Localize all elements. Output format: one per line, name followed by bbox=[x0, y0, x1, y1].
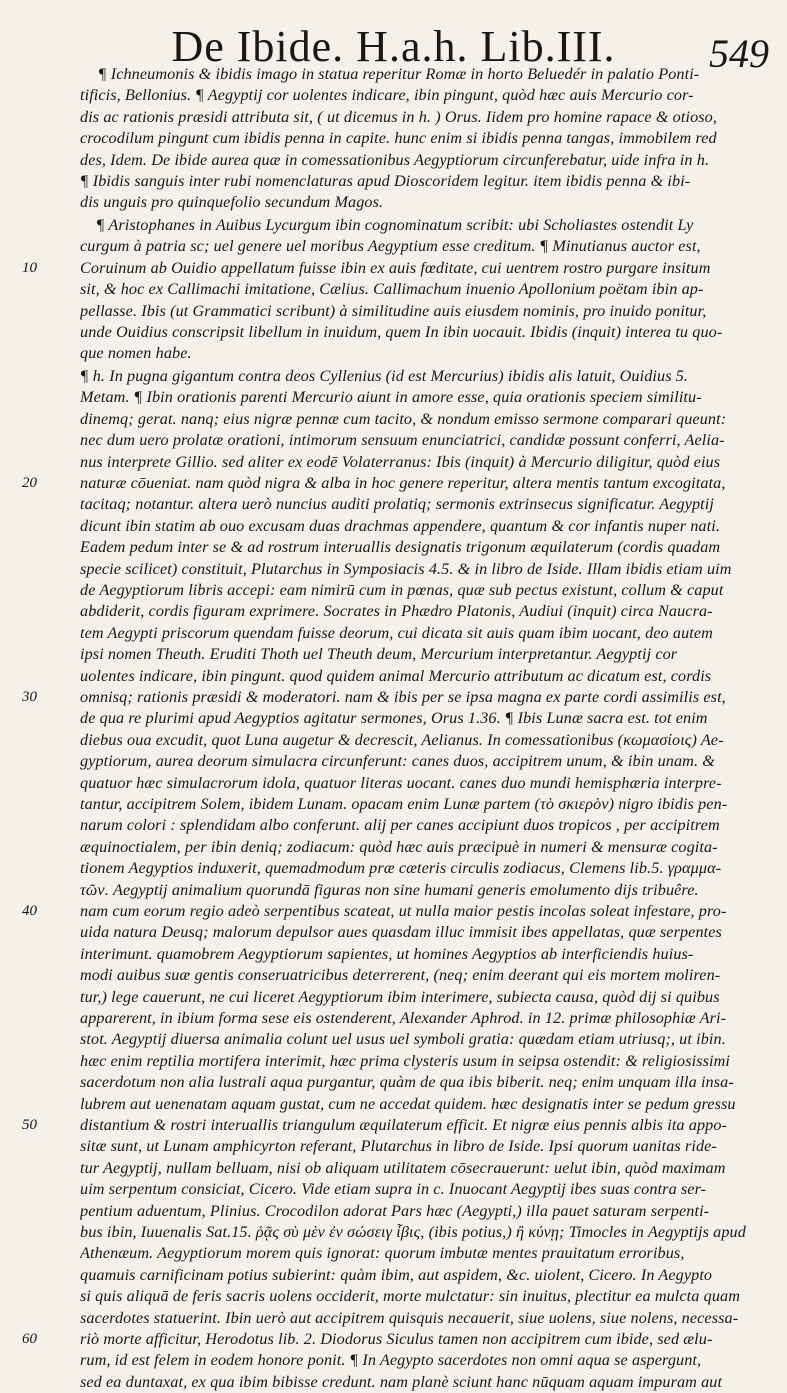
text-line: uida natura Deusq; malorum depulsor aues quasdam illuc immisit ibes appellatas, quæ serpentes bbox=[80, 923, 722, 942]
text-line: que nomen habe. bbox=[80, 344, 192, 363]
text-line: quatuor hæc simulacrorum idola, quatuor literas uocant. canes duo mundi hemisphæria interpre- bbox=[80, 773, 722, 792]
text-line: sit, & hoc ex Callimachi imitatione, Cælius. Callimachum inuenio Apollonium poëtam ibin ap- bbox=[80, 280, 704, 299]
text-line: sacerdotum non alia lustrali aqua purgantur, quàm de qua ibis biberit. neq; enim unquam illa insa- bbox=[80, 1073, 734, 1092]
text-line: tantur, accipitrem Solem, ibidem Lunam. opacam enim Lunæ partem (τὸ σκιερὸν) nigro ibidis pen- bbox=[80, 795, 728, 813]
text-line: tur Aegyptij, nullam belluam, nisi ob aliquam utilitatem cōsecrauerunt: uelut ibin, quòd maximam bbox=[80, 1158, 726, 1177]
text-line: interimunt. quamobrem Aegyptiorum sapientes, ut homines Aegyptios ab interficiendis huius- bbox=[80, 944, 694, 963]
text-line: Athenæum. Aegyptiorum morem quis ignorat: quorum imbutæ mentes prauitatum erroribus, bbox=[80, 1244, 685, 1263]
page-number: 549 bbox=[709, 31, 769, 76]
page-title: De Ibide. H.a.h. Lib.III. bbox=[171, 22, 616, 71]
text-line: narum colori : splendidam albo conferunt. alij per canes accipiunt duos tropicos , per accipitrem bbox=[80, 816, 720, 835]
text-line: apparerent, in ibium forma sese eis ostenderent, Alexander Aphrod. in 12. primæ philosophiæ Ari- bbox=[80, 1009, 727, 1027]
text-line: Metam. ¶ Ibin orationis parenti Mercurio aiunt in amore esse, quia orationis speciem similitu- bbox=[80, 388, 702, 407]
text-line: tur,) lege cauerunt, ne cui liceret Aegyptiorum ibim interimere, subiecta causa, quòd dij si quibus bbox=[80, 987, 720, 1006]
text-line: ¶ Ibidis sanguis inter rubi nomenclaturas apud Dioscoridem legitur. item ibidis penna & ibi- bbox=[80, 172, 691, 190]
text-line: ¶ h. In pugna gigantum contra deos Cyllenius (id est Mercurius) ibidis alis latuit, Ouidius 5. bbox=[80, 367, 689, 385]
text-line: riò morte afficitur, Herodotus lib. 2. Diodorus Siculus tamen non accipitrem cum ibide, sed ælu- bbox=[80, 1330, 713, 1348]
text-line: dis ac rationis præsidi attributa sit, ( ut dicemus in h. ) Orus. Iidem pro homine rapace & otioso, bbox=[80, 107, 718, 126]
text-line: stot. Aegyptij diuersa animalia colunt uel usus uel symboli gratia: quædam etiam utriusq;, ut ibin. bbox=[80, 1030, 726, 1049]
text-line: tacitaq; notantur. altera uerò nuncius auditi prolatiq; sermonis extrinsecus significatur. Aegyptij bbox=[80, 495, 714, 514]
text-line: ipsi nomen Theuth. Eruditi Thoth uel Theuth deum, Mercurium interpretantur. Aegyptij cor bbox=[80, 645, 678, 664]
text-line: curgum à patria sc; uel genere uel moribus Aegyptium esse creditum. ¶ Minutianus auctor est, bbox=[80, 237, 701, 256]
margin-line-number: 50 bbox=[22, 1117, 37, 1133]
margin-line-number: 60 bbox=[22, 1331, 37, 1347]
text-line: bus ibin, Iuuenalis Sat.15. ῥᾷς σὺ μὲν ἐν σώσειγ ἶβις, (ibis potius,) ἢ κύνῃ; Timocles in Aegyptijs apud bbox=[80, 1223, 746, 1241]
text-line: gyptiorum, aurea deorum simulacra circunferunt: canes duos, accipitrem unum, & ibin unam. & bbox=[80, 752, 715, 771]
text-line: dis unguis pro quinquefolio secundum Magos. bbox=[80, 193, 384, 212]
text-line: de Aegyptiorum libris accepi: eam nimirū cum in pœnas, quæ sub pectus existunt, collum & caput bbox=[80, 581, 724, 599]
text-line: rum, id est felem in eodem honore ponit. ¶ In Aegypto sacerdotes non omni aqua se aspergunt, bbox=[80, 1351, 702, 1370]
text-line: de qua re plurimi apud Aegyptios agitatur sermones, Orus 1.36. ¶ Ibis Lunæ sacra est. tot enim bbox=[80, 709, 708, 728]
text-line: pentium aduentum, Plinius. Crocodilon adorat Pars hæc (Aegypti,) illa pauet saturam serpenti- bbox=[80, 1201, 710, 1220]
text-line: tem Aegypti priscorum quendam fuisse deorum, cui dicata sit auis quam ibim uocant, deo autem bbox=[80, 623, 713, 642]
text-line: des, Idem. De ibide aurea quæ in comessationibus Aegyptiorum circunferebatur, uide infra in h. bbox=[80, 150, 710, 169]
text-line: lubrem aut uenenatam aquam gustat, cum ne accedat quidem. hæc designatis inter se pedum gressu bbox=[80, 1094, 736, 1113]
text-line: hæc enim reptilia mortifera interimit, hæc prima clysteris usum in seipsa ostendit: & religiosissimi bbox=[80, 1051, 730, 1070]
text-line: τῶν. Aegyptij animalium quorundā figuras non sine humani generis emolumento dijs tribuêre. bbox=[80, 880, 699, 899]
text-line: quamuis carnificinam potius subierint: quàm ibim, aut aspidem, &c. uiolent, Cicero. In Aegypto bbox=[80, 1265, 713, 1284]
text-line: sed ea duntaxat, ex qua ibim bibisse credunt. nam planè sciunt hanc nūquam aquam impuram aut bbox=[80, 1372, 723, 1391]
margin-line-number: 10 bbox=[22, 259, 37, 276]
text-line: Coruinum ab Ouidio appellatum fuisse ibin ex auis fœditate, cui uentrem rostro purgare insitum bbox=[80, 258, 711, 277]
text-line: si quis aliquā de feris sacris uolens occiderit, morte mulctatur: sin inuitus, plectitur ea mulcta quam bbox=[80, 1287, 740, 1306]
text-line: crocodilum pingunt cum ibidis penna in capite. hunc enim si ibidis penna tangas, immobilem red bbox=[80, 129, 717, 148]
text-line: æquinoctialem, per ibin deniq; zodiacum: quòd hæc auis præcipuè in numeri & mensuræ cogita- bbox=[80, 837, 718, 856]
text-line: ¶ Ichneumonis & ibidis imago in statua reperitur Romæ in horto Beluedér in palatio Ponti- bbox=[98, 65, 700, 83]
margin-line-number: 30 bbox=[22, 689, 37, 705]
margin-line-number: 40 bbox=[22, 903, 37, 919]
text-line: diebus oua excudit, quot Luna augetur & decrescit, Aelianus. In comessationibus (κωμασίοις) Ae- bbox=[80, 730, 724, 749]
text-line: omnisq; rationis præsidi & moderatori. nam & ibis per se ipsa magna ex parte cordi assimilis est, bbox=[80, 688, 726, 706]
text-line: tionem Aegyptios induxerit, quemadmodum præ cæteris circulis zodiacus, Clemens lib.5. γραμμα- bbox=[80, 859, 722, 878]
text-line: nam cum eorum regio adeò serpentibus scateat, ut nulla maior pestis incolas soleat infestare, pro- bbox=[80, 902, 727, 920]
text-line: distantium & rostri interuallis triangulum æquilaterum efficit. Et nigræ eius pennis albis ita appo- bbox=[80, 1116, 728, 1134]
text-line: ¶ Aristophanes in Auibus Lycurgum ibin cognominatum scribit: ubi Scholiastes ostendit Ly bbox=[96, 216, 694, 234]
text-line: sacerdotes statuerint. Ibin uerò aut accipitrem quisquis necauerit, siue uolens, siue nolens, necessa- bbox=[80, 1308, 739, 1327]
text-line: nus interprete Gillio. sed aliter ex eodē Volaterranus: Ibis (inquit) à Mercurio diligitur, quòd eius bbox=[80, 452, 721, 471]
text-line: uim serpentum consiciat, Cicero. Vide etiam supra in c. Inuocant Aegyptij ibes suas contra ser- bbox=[80, 1180, 707, 1199]
text-line: sitæ sunt, ut Lunam amphicyrton referant, Plutarchus in libro de Iside. Ipsi quorum uanitas ride- bbox=[80, 1137, 717, 1156]
text-line: naturæ cōueniat. nam quòd nigra & alba in hoc genere reperitur, altera mentis tantum excogitata, bbox=[80, 474, 726, 492]
text-line: modi auibus suæ gentis conseruatricibus deterrerent, (neq; enim deerant qui eis mortem moliren- bbox=[80, 966, 721, 985]
text-line: abdiderit, cordis figuram exprimere. Socrates in Phædro Platonis, Audiui (inquit) circa Naucra- bbox=[80, 602, 713, 621]
text-line: Eadem pedum inter se & ad rostrum interuallis designatis trigonum æquilaterum (cordis quadam bbox=[80, 538, 721, 557]
margin-line-number: 20 bbox=[22, 475, 37, 491]
text-line: pellasse. Ibis (ut Grammatici scribunt) à similitudine auis eiusdem nominis, pro inuido ponitur, bbox=[80, 301, 707, 320]
text-line: unde Ouidius conscripsit libellum in inuidum, quem In ibin uocauit. Ibidis (inquit) interea tu quo- bbox=[80, 323, 723, 341]
text-line: dinemq; gerat. nanq; eius nigræ pennæ cum tacito, & nondum emisso sermone comparari queunt: bbox=[80, 409, 727, 428]
text-line: dicunt ibin statim ab ouo excusam duas drachmas appendere, quantum & cor infantis nuper nati. bbox=[80, 516, 720, 535]
text-line: nec dum uero prolatæ orationi, intimorum sensuum enunciatrici, candidæ possunt conferri, Aelia- bbox=[80, 431, 725, 450]
text-line: specie scilicet) constituit, Plutarchus in Symposiacis 4.5. & in libro de Iside. Illam ibidis etiam uim bbox=[80, 559, 732, 578]
text-line: uolentes indicare, ibin pingunt. quod quidem animal Mercurio attributum ac dicatum est, cordis bbox=[80, 666, 712, 685]
text-line: tificis, Bellonius. ¶ Aegyptij cor uolentes indicare, ibin pingunt, quòd hæc auis Mercurio cor- bbox=[80, 86, 694, 105]
